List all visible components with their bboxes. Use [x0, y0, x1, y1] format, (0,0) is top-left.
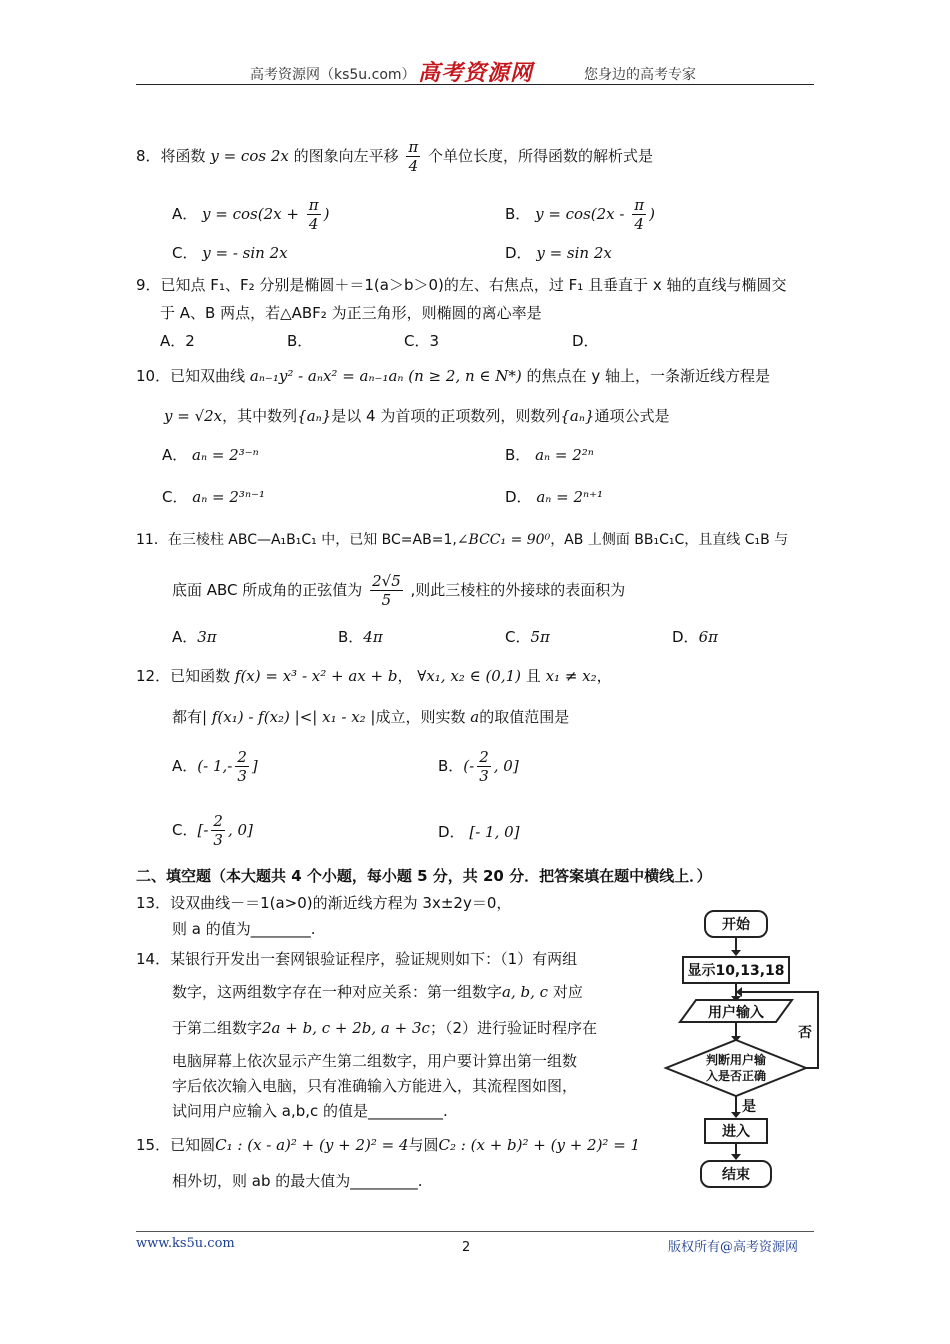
flowchart-decision: 判断用户输 入是否正确: [705, 1053, 766, 1083]
flowchart-input: 用户输入: [708, 1005, 764, 1021]
flowchart-start: 开始: [704, 910, 768, 938]
q9-option-d: D．: [572, 332, 599, 350]
q10-option-c: C． aₙ = 2³ⁿ⁻¹: [162, 488, 265, 506]
q14-line4: 电脑屏幕上依次显示产生第二组数字，用户要计算出第一组数: [172, 1052, 578, 1070]
flowchart-connectors: [660, 900, 820, 1200]
q10-line2: y = √2x，其中数列{aₙ}是以 4 为首项的正项数列，则数列{aₙ}通项公式是: [164, 407, 670, 425]
q8-option-a: A． y = cos(2x + $\frac{\pi}{4}$ ): [172, 196, 330, 233]
flowchart-display: 显示10,13,18: [682, 956, 790, 984]
q8-option-b: B． y = cos(2x - $\frac{\pi}{4}$ ): [505, 196, 655, 233]
q10-option-a: A． aₙ = 2³⁻ⁿ: [162, 446, 259, 464]
q13-line1: 13．设双曲线－＝1(a>0)的渐近线方程为 3x±2y＝0，: [136, 894, 512, 912]
section2-title: 二、填空题（本大题共 4 个小题，每小题 5 分，共 20 分．把答案填在题中横线上．）: [136, 867, 712, 885]
q11-option-d: D．6π: [672, 628, 718, 646]
q14-line1: 14．某银行开发出一套网银验证程序，验证规则如下：（1）有两组: [136, 950, 578, 968]
q10-option-d: D． aₙ = 2ⁿ⁺¹: [505, 488, 604, 506]
footer-copyright: 版权所有@高考资源网: [668, 1240, 799, 1255]
q14-line6: 试问用户应输入 a,b,c 的值是__________.: [172, 1102, 448, 1120]
q9-line2: 于 A、B 两点，若△ABF₂ 为正三角形，则椭圆的离心率是: [160, 304, 542, 322]
q11-option-b: B．4π: [338, 628, 383, 646]
q12-line1: 12．已知函数 f(x) = x³ - x² + ax + b， ∀x₁, x₂ ∈ (0,1) 且 x₁ ≠ x₂，: [136, 667, 612, 685]
flowchart-no: 否: [798, 1025, 812, 1041]
q14-line2: 数字，这两组数字存在一种对应关系：第一组数字a, b, c 对应: [172, 983, 583, 1001]
header-slogan: 您身边的高考专家: [584, 67, 696, 83]
q8-option-d: D． y = sin 2x: [505, 244, 612, 262]
q13-line2: 则 a 的值为________.: [172, 920, 316, 938]
q9-option-a: A．2: [160, 332, 195, 350]
q12-option-b: B．(- $\frac{2}{3}$ , 0]: [438, 748, 519, 785]
flowchart-enter: 进入: [704, 1118, 768, 1144]
q12-option-a: A．(- 1,- $\frac{2}{3}$ ]: [172, 748, 258, 785]
q10-option-b: B． aₙ = 2²ⁿ: [505, 446, 594, 464]
footer-rule: [136, 1231, 814, 1232]
q9-line1: 9．已知点 F₁、F₂ 分别是椭圆＋＝1(a＞b＞0)的左、右焦点，过 F₁ 且垂直于 x 轴的直线与椭圆交: [136, 276, 787, 294]
q11-line2: 底面 ABC 所成角的正弦值为 $\frac{2√5}{5}$ ,则此三棱柱的外接球的表面积为: [172, 572, 626, 609]
q10-line1: 10．已知双曲线 aₙ₋₁y² - aₙx² = aₙ₋₁aₙ (n ≥ 2, n ∈ N*) 的焦点在 y 轴上，一条渐近线方程是: [136, 367, 770, 385]
q11-option-a: A．3π: [172, 628, 217, 646]
q12-line2: 都有| f(x₁) - f(x₂) |<| x₁ - x₂ |成立，则实数 a的取值范围是: [172, 708, 570, 726]
flowchart-end: 结束: [700, 1160, 772, 1188]
header-logo: 高考资源网: [418, 60, 534, 86]
q8-stem: 8．将函数 y = cos 2x 的图象向左平移 $\frac{\pi}{4}$ 个单位长度，所得函数的解析式是: [136, 138, 654, 175]
page-number: 2: [462, 1240, 471, 1255]
q9-option-b: B．: [287, 332, 313, 350]
q15-line1: 15．已知圆C₁ : (x - a)² + (y + 2)² = 4与圆C₂ : (x + b)² + (y + 2)² = 1: [136, 1136, 641, 1154]
q12-option-c: C．[- $\frac{2}{3}$ , 0]: [172, 812, 253, 849]
q14-line3: 于第二组数字2a + b, c + 2b, a + 3c；（2）进行验证时程序在: [172, 1019, 597, 1037]
q11-option-c: C．5π: [505, 628, 550, 646]
q11-line1: 11．在三棱柱 ABC—A₁B₁C₁ 中，已知 BC=AB=1,∠BCC₁ = 90⁰，AB 丄侧面 BB₁C₁C，且直线 C₁B 与: [136, 532, 789, 548]
q12-option-d: D． [- 1, 0]: [438, 823, 520, 841]
q9-option-c: C．3: [404, 332, 440, 350]
q15-line2: 相外切，则 ab 的最大值为_________.: [172, 1172, 423, 1190]
flowchart: [660, 900, 820, 1200]
header-rule: [136, 84, 814, 85]
header-site-name: 高考资源网（ks5u.com）: [250, 67, 416, 83]
q14-line5: 字后依次输入电脑，只有准确输入方能进入，其流程图如图，: [172, 1077, 578, 1095]
flowchart-yes: 是: [742, 1099, 756, 1115]
q8-option-c: C． y = - sin 2x: [172, 244, 288, 262]
footer-url[interactable]: www.ks5u.com: [136, 1236, 235, 1251]
